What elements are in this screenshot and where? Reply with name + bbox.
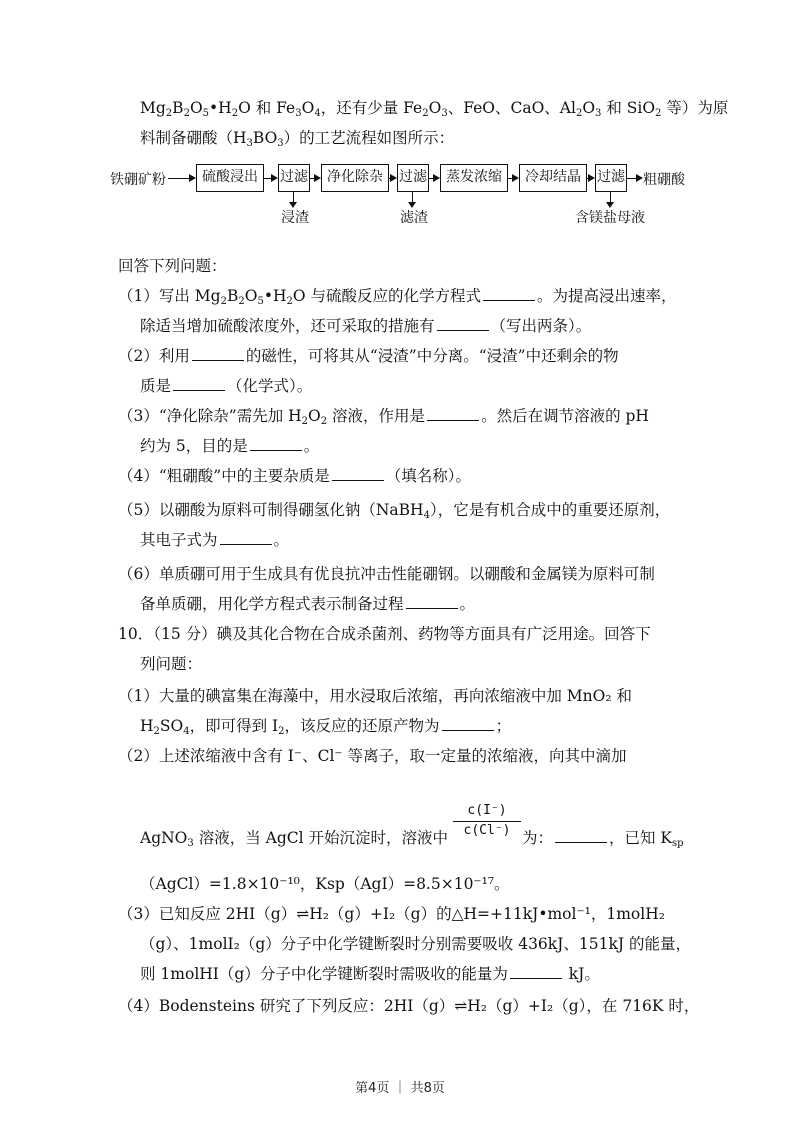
q9-part2-line1: （2）利用 的磁性，可将其从“浸渣”中分离。“浸渣”中还剩余的物 bbox=[118, 347, 619, 365]
flow-step-1: 硫酸浸出 bbox=[196, 164, 264, 192]
page-footer: 第4页 ｜ 共8页 bbox=[355, 1081, 445, 1096]
q10-part2-line1: （2）上述浓缩液中含有 I⁻、Cl⁻ 等离子，取一定量的浓缩液，向其中滴加 bbox=[118, 747, 627, 765]
answer-blank bbox=[406, 596, 458, 609]
flow-end-label: 粗硼酸 bbox=[643, 172, 685, 188]
flow-arrow bbox=[389, 178, 395, 179]
answer-blank bbox=[192, 348, 244, 361]
q9-part6-line1: （6）单质硼可用于生成具有优良抗冲击性能硼钢。以硼酸和金属镁为原料可制 bbox=[118, 565, 655, 583]
answer-blank bbox=[220, 532, 272, 545]
answer-blank bbox=[427, 408, 479, 421]
flow-arrow bbox=[168, 178, 194, 179]
answer-blank bbox=[483, 288, 535, 301]
q9-part1-line1: （1）写出 $Mg_2B_2O_5•H_2O$ 与硫酸反应的化学方程式 。为提高浸出速率， bbox=[118, 287, 677, 307]
q10-part3-line1: （3）已知反应 2HI（g）⇌H₂（g）+I₂（g）的△H=+11kJ•mol⁻¹，1molH₂ bbox=[118, 905, 665, 923]
q9-part3-line2: 约为 5，目的是 。 bbox=[140, 437, 320, 455]
flow-step-3: 净化除杂 bbox=[321, 164, 389, 192]
flow-down-arrow bbox=[610, 192, 611, 205]
flow-arrow bbox=[508, 178, 517, 179]
flow-step-5: 蒸发浓缩 bbox=[440, 164, 508, 192]
flow-output-3: 含镁盐母液 bbox=[575, 210, 645, 226]
q10-part1-line1: （1）大量的碘富集在海藻中，用水浸取后浓缩，再向浓缩液中加 MnO₂ 和 bbox=[118, 687, 632, 705]
intro-line-1: $Mg_2B_2O_5•H_2O$ 和 $Fe_3O_4$，还有少量 $Fe_2O_3$、FeO、CaO、$Al_2O_3$ 和 SiO$_2$ 等）为原 bbox=[140, 99, 729, 119]
fraction-numerator: c(I⁻) bbox=[467, 803, 507, 818]
q9-part1-line2: 除适当增加硫酸浓度外，还可采取的措施有 （写出两条）。 bbox=[140, 317, 592, 335]
q9-part5-line1: （5）以硼酸为原料可制得硼氢化钠（NaBH$_4$），它是有机合成中的重要还原剂， bbox=[118, 501, 671, 521]
flow-step-6: 冷却结晶 bbox=[519, 164, 587, 192]
flow-output-1: 浸渣 bbox=[281, 210, 309, 226]
answer-blank bbox=[173, 378, 225, 391]
answer-blank bbox=[510, 966, 562, 979]
answer-prompt: 回答下列问题： bbox=[118, 257, 227, 275]
flow-start-label: 铁硼矿粉 bbox=[110, 172, 166, 188]
q9-part5-line2: 其电子式为 。 bbox=[140, 531, 290, 549]
flow-down-arrow bbox=[412, 192, 413, 205]
flow-step-4: 过滤 bbox=[397, 164, 429, 192]
q10-part3-line3: 则 1molHI（g）分子中化学键断裂时需吸收的能量为 kJ。 bbox=[140, 965, 600, 983]
flow-output-2: 滤渣 bbox=[400, 210, 428, 226]
q9-part6-line2: 备单质硼，用化学方程式表示制备过程 。 bbox=[140, 595, 476, 613]
q10-part1-line2: $H_2SO_4$，即可得到 $I_2$，该反应的还原产物为 ； bbox=[140, 717, 512, 737]
q9-part3-line1: （3）“净化除杂”需先加 $H_2O_2$ 溶液，作用是 。然后在调节溶液的 pH bbox=[118, 407, 649, 427]
answer-blank bbox=[442, 718, 494, 731]
flow-arrow bbox=[627, 178, 641, 179]
process-flowchart bbox=[110, 157, 690, 227]
answer-blank bbox=[250, 438, 302, 451]
q10-heading-line2: 列问题： bbox=[140, 655, 203, 673]
flow-arrow bbox=[587, 178, 593, 179]
answer-blank bbox=[437, 318, 489, 331]
answer-blank bbox=[332, 468, 384, 481]
flow-down-arrow bbox=[293, 192, 294, 205]
flow-step-7: 过滤 bbox=[595, 164, 627, 192]
q10-part4-line1: （4）Bodensteins 研究了下列反应：2HI（g）⇌H₂（g）+I₂（g），在 716K 时， bbox=[118, 997, 700, 1015]
fraction-denominator: c(Cl⁻) bbox=[463, 823, 511, 838]
q9-part4: （4）“粗硼酸”中的主要杂质是 （填名称）。 bbox=[118, 467, 471, 485]
fraction-bar bbox=[453, 821, 521, 822]
q10-part3-line2: （g）、1molI₂（g）分子中化学键断裂时分别需要吸收 436kJ、151kJ 的能量， bbox=[140, 935, 692, 953]
flow-arrow bbox=[310, 178, 319, 179]
intro-line-2: 料制备硼酸$(H_3BO_3)$的工艺流程如图所示： bbox=[140, 129, 455, 149]
q10-part2-line2: AgNO$_3$ 溶液，当 AgCl 开始沉淀时，溶液中 为： ，已知 $K_{sp}$ bbox=[140, 829, 684, 849]
q9-part2-line2: 质是 （化学式）。 bbox=[140, 377, 313, 395]
answer-blank bbox=[555, 830, 607, 843]
q10-heading-line1: 10．（15 分）碘及其化合物在合成杀菌剂、药物等方面具有广泛用途。回答下 bbox=[118, 625, 651, 643]
flow-arrow bbox=[264, 178, 276, 179]
flow-step-2: 过滤 bbox=[278, 164, 310, 192]
q10-part2-line3: （AgCl）=1.8×10⁻¹⁰，Ksp（AgI）=8.5×10⁻¹⁷。 bbox=[140, 875, 510, 893]
flow-arrow bbox=[429, 178, 438, 179]
